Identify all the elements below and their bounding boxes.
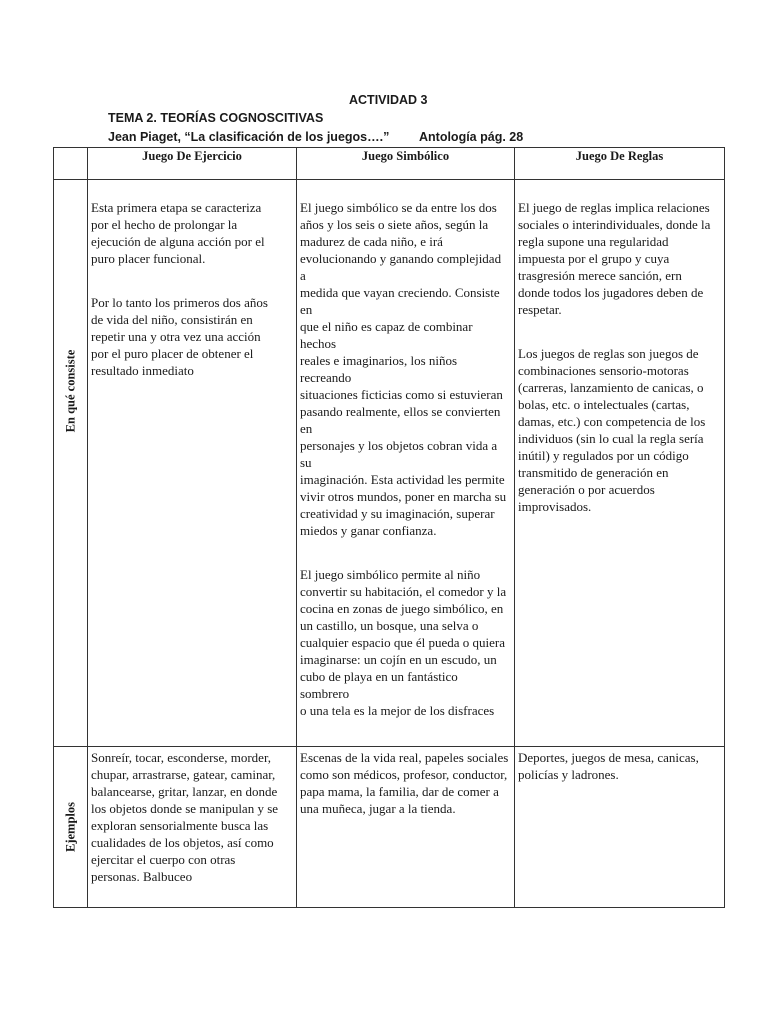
paragraph: Deportes, juegos de mesa, canicas, policías y ladrones. xyxy=(518,750,699,782)
anthology-reference: Antología pág. 28 xyxy=(419,130,524,144)
table-cell xyxy=(297,747,515,908)
table-cell xyxy=(297,180,515,747)
row-label: En qué consiste xyxy=(63,349,77,432)
table-row xyxy=(54,747,725,908)
paragraph: El juego de reglas implica relaciones sociales o interindividuales, donde la regla supone una regularidad impuesta por el grupo y cuya trasgresión merece sanción, ern donde todos los jugadores deben de respetar. xyxy=(518,200,711,317)
topic-title: TEMA 2. TEORÍAS COGNOSCITIVAS xyxy=(108,111,324,125)
paragraph: El juego simbólico se da entre los dos años y los seis o siete años, según la madurez de cada niño, e irá evolucionando y ganando complejidad a medida que vayan creciendo. Consiste en que el niño es capaz de combinar hechos reales e imaginarios, los niños recreando situaciones ficticias como si estuvieran pasando realmente, ellos se convierten en personajes y los objetos cobran vida a su imaginación. Esta actividad les permite vivir otros mundos, poner en marcha su creatividad y su imaginación, superar miedos y ganar confianza. xyxy=(300,200,507,538)
row-label-cell xyxy=(54,180,88,747)
row-label-cell xyxy=(54,747,88,908)
header-row xyxy=(54,148,725,180)
activity-title: ACTIVIDAD 3 xyxy=(349,93,428,107)
table-cell xyxy=(515,747,725,908)
column-header-rules: Juego De Reglas xyxy=(515,148,725,180)
table-cell xyxy=(88,180,297,747)
paragraph: Escenas de la vida real, papeles sociales como son médicos, profesor, conductor, papa mama, la familia, dar de comer a una muñeca, jugar a la tienda. xyxy=(300,750,509,816)
table-cell xyxy=(88,747,297,908)
games-classification-table xyxy=(53,147,725,908)
column-header-exercise: Juego De Ejercicio xyxy=(88,148,297,180)
corner-header xyxy=(54,148,88,180)
paragraph: Por lo tanto los primeros dos años de vida del niño, consistirán en repetir una y otra vez una acción por el puro placer de obtener el resultado inmediato xyxy=(91,295,268,378)
paragraph: Esta primera etapa se caracteriza por el hecho de prolongar la ejecución de alguna acción por el puro placer funcional. xyxy=(91,200,265,266)
table-cell xyxy=(515,180,725,747)
column-header-symbolic: Juego Simbólico xyxy=(297,148,515,180)
paragraph: El juego simbólico permite al niño convertir su habitación, el comedor y la cocina en zonas de juego simbólico, en un castillo, un bosque, una selva o cualquier espacio que él pueda o quiera imaginarse: un cojín en un escudo, un cubo de playa en un fantástico sombrero o una tela es la mejor de los disfraces xyxy=(300,567,507,718)
paragraph: Sonreír, tocar, esconderse, morder, chupar, arrastrarse, gatear, caminar, balancearse, gritar, lanzar, en donde los objetos donde se manipulan y se exploran sensorialmente busca las cualidades de los objetos, así como ejercitar el cuerpo con otras personas. Balbuceo xyxy=(91,750,279,884)
table-row xyxy=(54,180,725,747)
source-citation: Jean Piaget, “La clasificación de los juegos….” xyxy=(108,130,390,144)
row-label: Ejemplos xyxy=(63,802,77,852)
paragraph: Los juegos de reglas son juegos de combinaciones sensorio-motoras (carreras, lanzamiento de canicas, o bolas, etc. o intelectuales (cartas, damas, etc.) con competencia de los individuos (sin lo cual la regla sería inútil) y regulados por un código transmitido de generación en generación o por acuerdos improvisados. xyxy=(518,346,706,514)
